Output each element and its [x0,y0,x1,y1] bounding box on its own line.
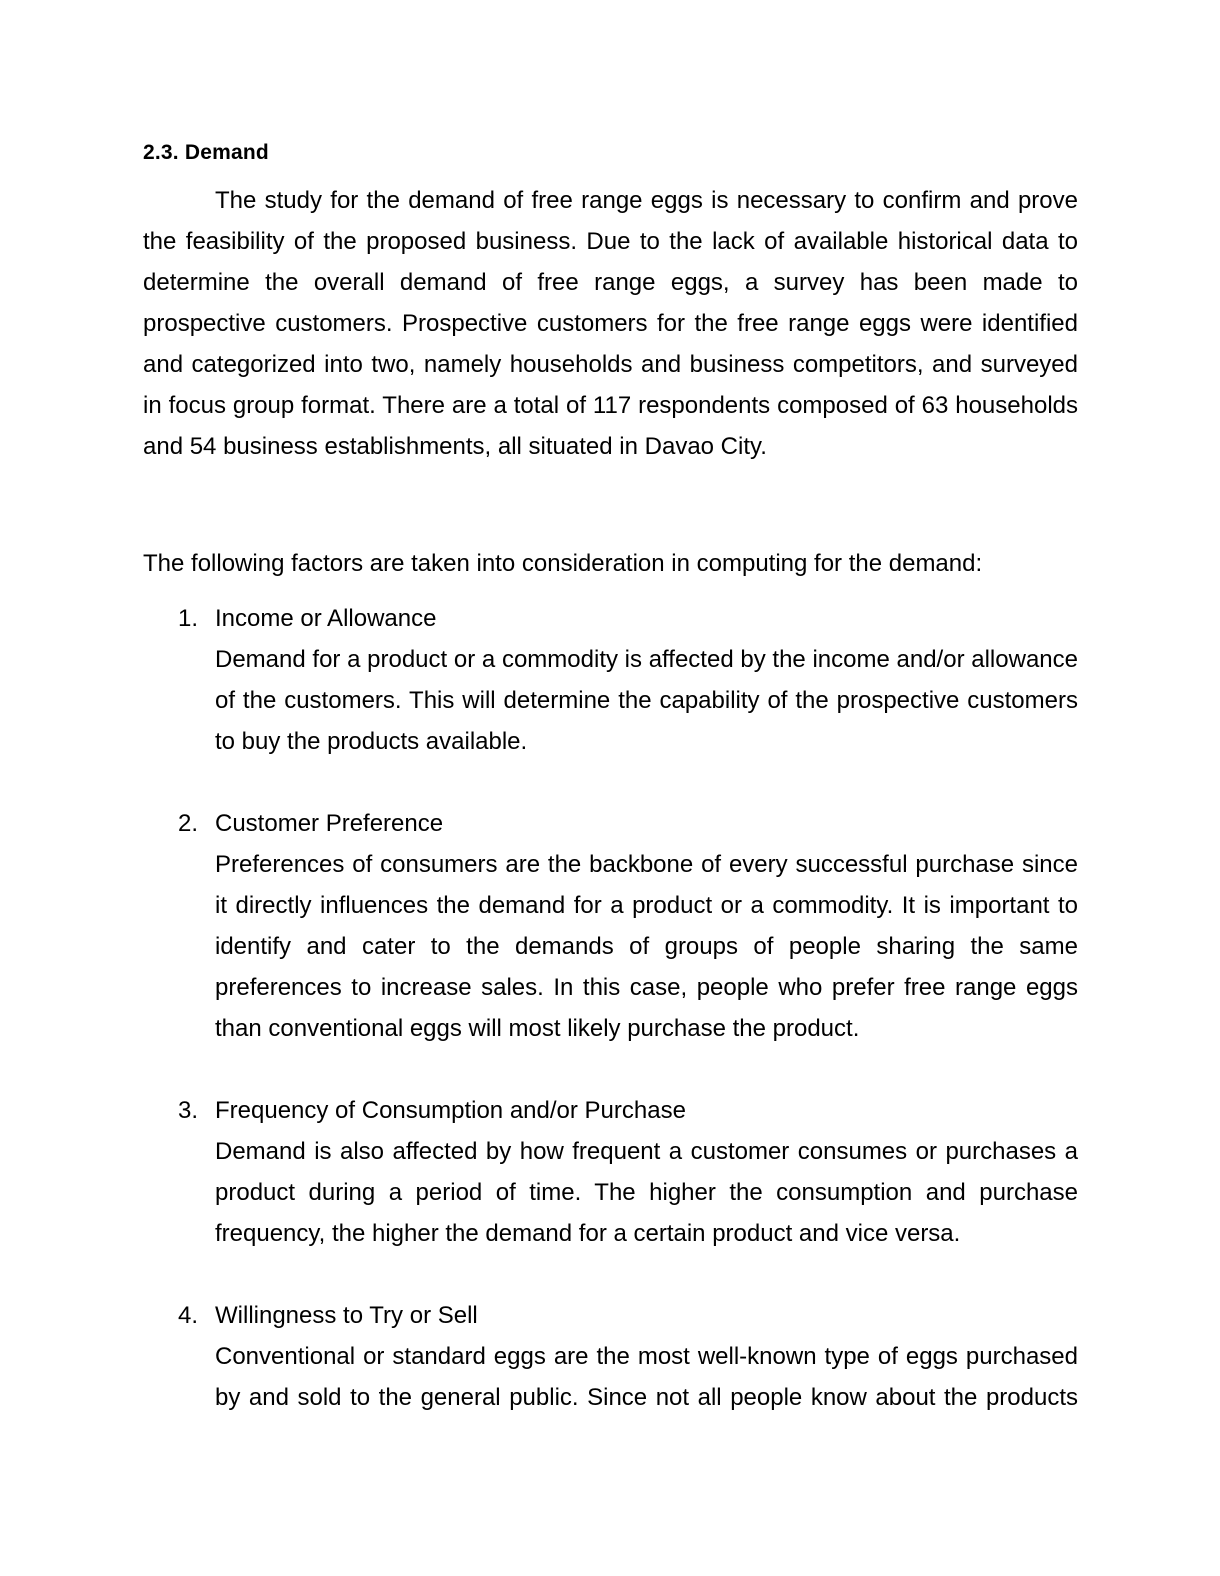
text-line: determine the overall demand of free range eggs, a survey has been made to [143,269,1078,296]
factor-item-income [143,598,1078,762]
text-line: Conventional or standard eggs are the most well-known type of eggs purchased [215,1343,1078,1370]
text-line: Preferences of consumers are the backbone of every successful purchase since [215,851,1078,878]
factors-lead-sentence: The following factors are taken into consideration in computing for the demand: [143,550,983,577]
text-line: of the customers. This will determine the capability of the prospective customers [215,687,1078,714]
factor-title: Income or Allowance [215,605,437,632]
factor-number: 1. [178,605,199,632]
text-line: product during a period of time. The higher the consumption and purchase [215,1179,1078,1206]
intro-paragraph [143,180,1078,467]
factor-title: Frequency of Consumption and/or Purchase [215,1097,686,1124]
text-line: prospective customers. Prospective customers for the free range eggs were identified [143,310,1078,337]
page-content [143,140,1078,1418]
text-line: in focus group format. There are a total of 117 respondents composed of 63 households [143,392,1078,419]
text-line: by and sold to the general public. Since not all people know about the products [215,1384,1078,1411]
text-line: frequency, the higher the demand for a certain product and vice versa. [215,1220,961,1247]
factor-item-willingness [143,1295,1078,1418]
factor-title: Willingness to Try or Sell [215,1302,478,1329]
text-line: identify and cater to the demands of groups of people sharing the same [215,933,1078,960]
factor-title: Customer Preference [215,810,444,837]
text-line: and categorized into two, namely households and business competitors, and surveyed [143,351,1078,378]
factor-number: 2. [178,810,199,837]
text-line: The study for the demand of free range eggs is necessary to confirm and prove [215,187,1078,214]
text-line: the feasibility of the proposed business. Due to the lack of available historical data to [143,228,1078,255]
text-line: to buy the products available. [215,728,528,755]
factor-body [215,844,1078,1049]
section-heading: 2.3. Demand [143,141,269,164]
text-line: Demand is also affected by how frequent a customer consumes or purchases a [215,1138,1078,1165]
factor-number: 4. [178,1302,199,1329]
factor-body [215,1131,1078,1254]
factor-number: 3. [178,1097,199,1124]
factor-item-frequency [143,1090,1078,1254]
text-line: than conventional eggs will most likely purchase the product. [215,1015,860,1042]
text-line: Demand for a product or a commodity is affected by the income and/or allowance [215,646,1078,673]
factor-item-preference [143,803,1078,1049]
factor-body [215,1336,1078,1418]
text-line: and 54 business establishments, all situated in Davao City. [143,433,767,460]
factor-body [215,639,1078,762]
text-line: it directly influences the demand for a product or a commodity. It is important to [215,892,1078,919]
text-line: preferences to increase sales. In this case, people who prefer free range eggs [215,974,1078,1001]
